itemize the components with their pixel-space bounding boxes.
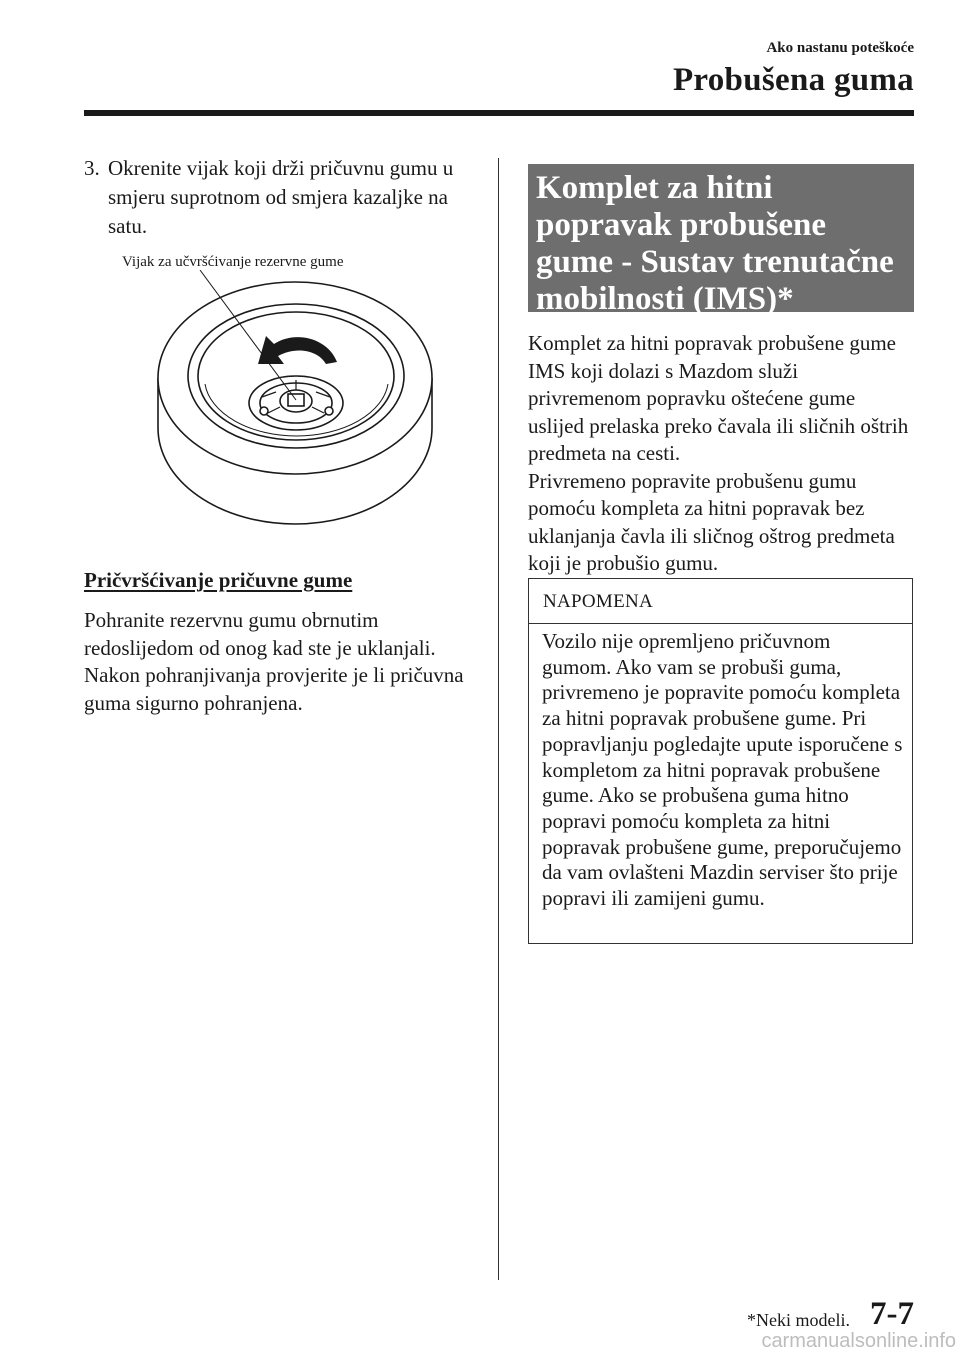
header-rule <box>84 110 914 116</box>
page-number: 7-7 <box>870 1296 914 1332</box>
note-divider <box>529 623 912 624</box>
subheading: Pričvršćivanje pričuvne gume <box>84 568 353 592</box>
step-number: 3. <box>84 156 100 180</box>
page-title: Probušena guma <box>672 62 914 98</box>
figure-label: Vijak za učvršćivanje rezervne gume <box>122 254 344 270</box>
section-title: Komplet za hitni popravak probušene gume - Sustav trenutačne mobilnosti (IMS)* <box>528 164 914 312</box>
ims-description <box>528 330 913 578</box>
note-text: Vozilo nije opremljeno pričuvnom gumom. Ako vam se probuši guma, privremeno je popravite pomoću kompleta za hitni popravak probušene gume. Pri popravljanju pogledajte upute isporučene s kompletom za hitni popravak probušene gume. Ako se probušena guma hitno popravi pomoću kompleta za hitni popravak probušene gume, preporučujemo da vam ovlašteni Mazdin serviser što prije popravi ili zamijeni gumu. <box>542 629 903 911</box>
ims-paragraph-2: Privremeno popravite probušenu gumu pomoću kompleta za hitni popravak bez uklanjanja čavla ili sličnog oštrog predmeta koji je probušio gumu. <box>528 468 895 575</box>
step-3 <box>84 154 484 241</box>
spare-tire-illustration <box>150 270 440 534</box>
storage-paragraph: Pohranite rezervnu gumu obrnutim redoslijedom od onog kad ste je uklanjali. Nakon pohranjivanja provjerite je li pričuvna guma sigurno pohranjena. <box>84 608 464 715</box>
step-text: Okrenite vijak koji drži pričuvnu gumu u smjeru suprotnom od smjera kazaljke na satu. <box>108 156 454 238</box>
note-title: NAPOMENA <box>543 591 654 612</box>
watermark: carmanualsonline.info <box>761 1330 956 1352</box>
column-divider <box>498 158 499 1280</box>
footnote: *Neki modeli. <box>747 1310 850 1330</box>
ims-paragraph-1: Komplet za hitni popravak probušene gume IMS koji dolazi s Mazdom služi privremenom popravku oštećene gume uslijed prelaska preko čavala ili sličnih oštrih predmeta na cesti. <box>528 331 909 465</box>
note-box <box>528 578 913 944</box>
chapter-title: Ako nastanu poteškoće <box>766 40 914 56</box>
